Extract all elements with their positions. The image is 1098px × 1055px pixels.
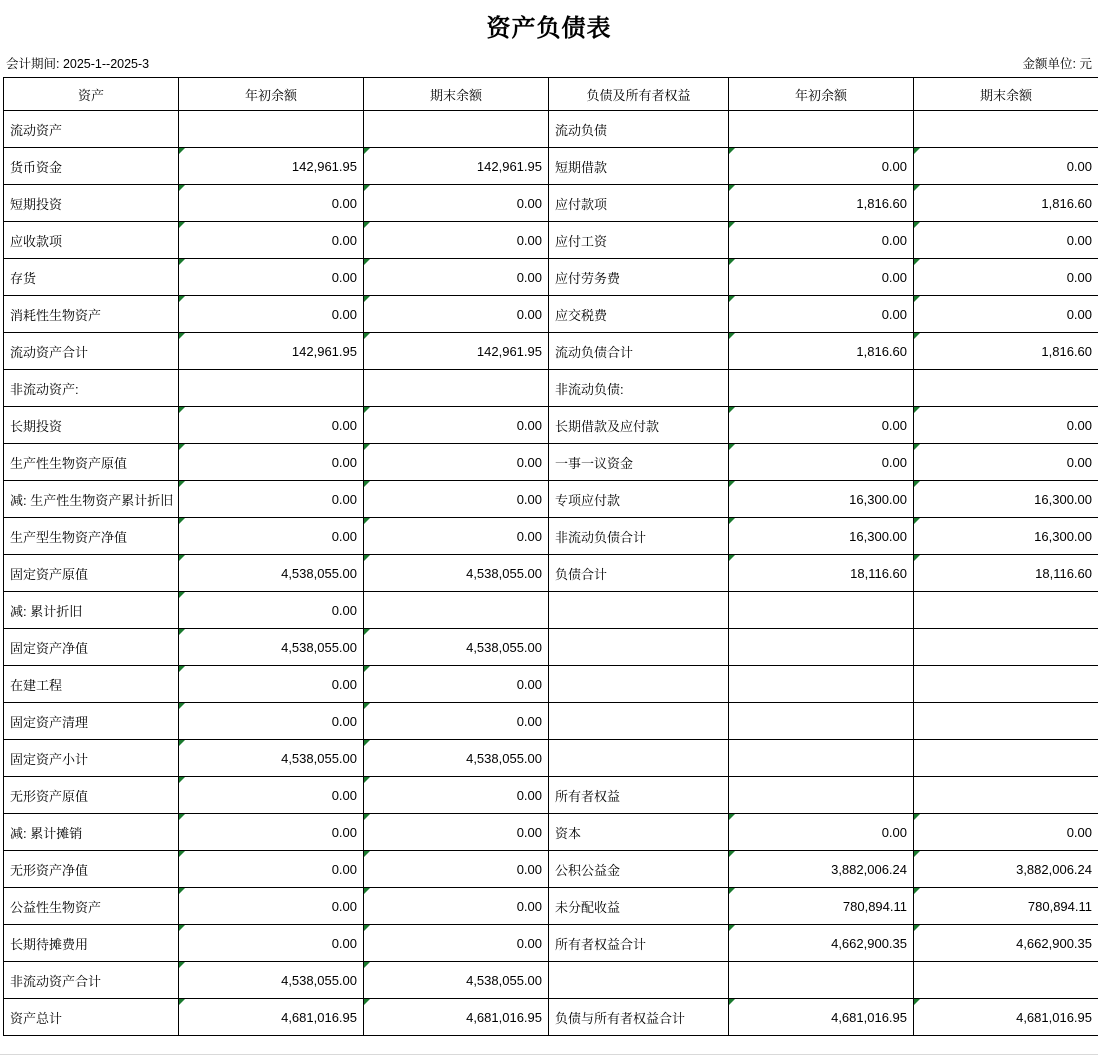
cell-asset-label: 固定资产净值 bbox=[4, 629, 179, 666]
table-header-row bbox=[4, 78, 1098, 111]
table-row bbox=[4, 185, 1098, 222]
cell-asset-begin: 4,538,055.00 bbox=[179, 555, 364, 592]
cell-asset-label: 长期投资 bbox=[4, 407, 179, 444]
table-body bbox=[4, 111, 1098, 1036]
cell-asset-begin: 0.00 bbox=[179, 444, 364, 481]
cell-asset-begin: 142,961.95 bbox=[179, 148, 364, 185]
cell-asset-begin: 0.00 bbox=[179, 925, 364, 962]
cell-asset-end: 0.00 bbox=[364, 888, 549, 925]
header-assets-begin: 年初余额 bbox=[179, 78, 364, 111]
cell-asset-end: 142,961.95 bbox=[364, 333, 549, 370]
cell-liability-begin: 0.00 bbox=[729, 407, 914, 444]
cell-liability-label bbox=[549, 703, 729, 740]
cell-asset-label: 存货 bbox=[4, 259, 179, 296]
table-row bbox=[4, 333, 1098, 370]
cell-asset-label: 货币资金 bbox=[4, 148, 179, 185]
cell-liability-end bbox=[914, 703, 1098, 740]
cell-liability-begin: 0.00 bbox=[729, 296, 914, 333]
cell-asset-begin: 0.00 bbox=[179, 518, 364, 555]
cell-asset-begin: 0.00 bbox=[179, 777, 364, 814]
cell-liability-label: 应付款项 bbox=[549, 185, 729, 222]
cell-asset-end bbox=[364, 111, 549, 148]
cell-asset-begin: 0.00 bbox=[179, 185, 364, 222]
cell-asset-label: 流动资产合计 bbox=[4, 333, 179, 370]
cell-asset-begin bbox=[179, 370, 364, 407]
cell-asset-label: 生产性生物资产原值 bbox=[4, 444, 179, 481]
cell-asset-end: 0.00 bbox=[364, 666, 549, 703]
page-title: 资产负债表 bbox=[0, 0, 1098, 53]
cell-liability-label: 流动负债合计 bbox=[549, 333, 729, 370]
cell-liability-end: 16,300.00 bbox=[914, 518, 1098, 555]
cell-asset-end: 4,681,016.95 bbox=[364, 999, 549, 1036]
cell-asset-label: 减: 累计摊销 bbox=[4, 814, 179, 851]
cell-liability-begin: 0.00 bbox=[729, 444, 914, 481]
header-liabilities-equity: 负债及所有者权益 bbox=[549, 78, 729, 111]
table-row bbox=[4, 296, 1098, 333]
cell-liability-label bbox=[549, 592, 729, 629]
cell-asset-end: 0.00 bbox=[364, 222, 549, 259]
cell-asset-end: 0.00 bbox=[364, 444, 549, 481]
cell-asset-end: 4,538,055.00 bbox=[364, 555, 549, 592]
cell-asset-begin: 0.00 bbox=[179, 592, 364, 629]
cell-liability-end: 1,816.60 bbox=[914, 185, 1098, 222]
accounting-period-label: 会计期间: 2025-1--2025-3 bbox=[6, 54, 149, 72]
cell-asset-end: 0.00 bbox=[364, 925, 549, 962]
table-row bbox=[4, 222, 1098, 259]
balance-sheet-table bbox=[3, 77, 1098, 1036]
cell-liability-label: 流动负债 bbox=[549, 111, 729, 148]
cell-asset-label: 无形资产净值 bbox=[4, 851, 179, 888]
cell-asset-label: 固定资产小计 bbox=[4, 740, 179, 777]
cell-liability-label: 负债合计 bbox=[549, 555, 729, 592]
cell-asset-label: 应收款项 bbox=[4, 222, 179, 259]
cell-asset-end bbox=[364, 592, 549, 629]
amount-unit-label: 金额单位: 元 bbox=[1023, 54, 1092, 72]
table-row bbox=[4, 555, 1098, 592]
cell-liability-end: 0.00 bbox=[914, 222, 1098, 259]
table-row bbox=[4, 518, 1098, 555]
meta-row bbox=[0, 53, 1098, 77]
table-row bbox=[4, 703, 1098, 740]
cell-asset-label: 固定资产清理 bbox=[4, 703, 179, 740]
cell-liability-begin bbox=[729, 592, 914, 629]
table-row bbox=[4, 814, 1098, 851]
table-row bbox=[4, 999, 1098, 1036]
cell-asset-label: 固定资产原值 bbox=[4, 555, 179, 592]
cell-asset-label: 流动资产 bbox=[4, 111, 179, 148]
table-row bbox=[4, 888, 1098, 925]
cell-asset-end: 0.00 bbox=[364, 185, 549, 222]
cell-liability-end bbox=[914, 592, 1098, 629]
cell-liability-begin: 0.00 bbox=[729, 148, 914, 185]
cell-liability-label: 应付劳务费 bbox=[549, 259, 729, 296]
cell-asset-begin: 0.00 bbox=[179, 296, 364, 333]
cell-liability-label: 一事一议资金 bbox=[549, 444, 729, 481]
cell-asset-end: 0.00 bbox=[364, 296, 549, 333]
cell-liability-begin: 0.00 bbox=[729, 814, 914, 851]
cell-liability-begin: 16,300.00 bbox=[729, 481, 914, 518]
cell-liability-label bbox=[549, 740, 729, 777]
table-row bbox=[4, 259, 1098, 296]
cell-liability-end: 3,882,006.24 bbox=[914, 851, 1098, 888]
cell-liability-begin bbox=[729, 629, 914, 666]
table-row bbox=[4, 111, 1098, 148]
cell-liability-label: 短期借款 bbox=[549, 148, 729, 185]
cell-liability-end: 1,816.60 bbox=[914, 333, 1098, 370]
cell-liability-label: 非流动负债合计 bbox=[549, 518, 729, 555]
cell-liability-begin: 780,894.11 bbox=[729, 888, 914, 925]
cell-liability-end bbox=[914, 777, 1098, 814]
cell-asset-end bbox=[364, 370, 549, 407]
cell-liability-label bbox=[549, 962, 729, 999]
header-liabilities-begin: 年初余额 bbox=[729, 78, 914, 111]
cell-liability-end bbox=[914, 111, 1098, 148]
cell-liability-label bbox=[549, 666, 729, 703]
cell-liability-label: 所有者权益 bbox=[549, 777, 729, 814]
cell-liability-end: 0.00 bbox=[914, 259, 1098, 296]
cell-liability-begin bbox=[729, 777, 914, 814]
cell-asset-begin: 0.00 bbox=[179, 666, 364, 703]
cell-asset-end: 142,961.95 bbox=[364, 148, 549, 185]
cell-asset-label: 生产型生物资产净值 bbox=[4, 518, 179, 555]
cell-asset-end: 0.00 bbox=[364, 407, 549, 444]
cell-asset-end: 0.00 bbox=[364, 481, 549, 518]
cell-liability-begin: 0.00 bbox=[729, 259, 914, 296]
cell-liability-label bbox=[549, 629, 729, 666]
cell-asset-begin: 4,681,016.95 bbox=[179, 999, 364, 1036]
cell-liability-label: 长期借款及应付款 bbox=[549, 407, 729, 444]
cell-liability-end bbox=[914, 629, 1098, 666]
table-row bbox=[4, 148, 1098, 185]
cell-liability-begin bbox=[729, 111, 914, 148]
cell-asset-end: 0.00 bbox=[364, 259, 549, 296]
cell-asset-label: 减: 累计折旧 bbox=[4, 592, 179, 629]
cell-asset-begin: 0.00 bbox=[179, 814, 364, 851]
cell-asset-begin: 0.00 bbox=[179, 222, 364, 259]
cell-liability-end: 0.00 bbox=[914, 407, 1098, 444]
cell-liability-label: 公积公益金 bbox=[549, 851, 729, 888]
cell-asset-end: 0.00 bbox=[364, 814, 549, 851]
cell-liability-begin bbox=[729, 740, 914, 777]
cell-asset-label: 在建工程 bbox=[4, 666, 179, 703]
cell-asset-begin: 4,538,055.00 bbox=[179, 962, 364, 999]
cell-asset-begin: 142,961.95 bbox=[179, 333, 364, 370]
cell-asset-begin: 0.00 bbox=[179, 888, 364, 925]
cell-liability-label: 所有者权益合计 bbox=[549, 925, 729, 962]
table-row bbox=[4, 962, 1098, 999]
table-row bbox=[4, 481, 1098, 518]
table-row bbox=[4, 740, 1098, 777]
table-row bbox=[4, 925, 1098, 962]
cell-asset-label: 无形资产原值 bbox=[4, 777, 179, 814]
cell-asset-label: 资产总计 bbox=[4, 999, 179, 1036]
cell-liability-end: 18,116.60 bbox=[914, 555, 1098, 592]
cell-liability-begin: 18,116.60 bbox=[729, 555, 914, 592]
cell-liability-begin: 3,882,006.24 bbox=[729, 851, 914, 888]
cell-liability-end: 0.00 bbox=[914, 148, 1098, 185]
table-row bbox=[4, 407, 1098, 444]
cell-liability-begin bbox=[729, 962, 914, 999]
cell-asset-label: 非流动资产合计 bbox=[4, 962, 179, 999]
cell-liability-label: 资本 bbox=[549, 814, 729, 851]
bottom-strip bbox=[0, 1036, 1098, 1055]
cell-asset-label: 短期投资 bbox=[4, 185, 179, 222]
cell-liability-label: 应付工资 bbox=[549, 222, 729, 259]
cell-liability-begin: 1,816.60 bbox=[729, 333, 914, 370]
cell-asset-end: 0.00 bbox=[364, 777, 549, 814]
cell-asset-label: 非流动资产: bbox=[4, 370, 179, 407]
cell-liability-end: 0.00 bbox=[914, 444, 1098, 481]
table-row bbox=[4, 444, 1098, 481]
cell-liability-label: 专项应付款 bbox=[549, 481, 729, 518]
cell-asset-begin: 0.00 bbox=[179, 703, 364, 740]
cell-liability-end bbox=[914, 666, 1098, 703]
cell-asset-label: 减: 生产性生物资产累计折旧 bbox=[4, 481, 179, 518]
cell-liability-end: 4,662,900.35 bbox=[914, 925, 1098, 962]
cell-liability-label: 非流动负债: bbox=[549, 370, 729, 407]
cell-liability-end bbox=[914, 962, 1098, 999]
cell-liability-begin bbox=[729, 666, 914, 703]
cell-asset-label: 长期待摊费用 bbox=[4, 925, 179, 962]
cell-liability-end bbox=[914, 740, 1098, 777]
cell-liability-label: 未分配收益 bbox=[549, 888, 729, 925]
cell-liability-begin: 4,662,900.35 bbox=[729, 925, 914, 962]
cell-asset-begin: 4,538,055.00 bbox=[179, 740, 364, 777]
cell-asset-begin: 0.00 bbox=[179, 851, 364, 888]
cell-asset-end: 0.00 bbox=[364, 851, 549, 888]
cell-liability-begin: 0.00 bbox=[729, 222, 914, 259]
cell-asset-label: 消耗性生物资产 bbox=[4, 296, 179, 333]
cell-liability-end: 16,300.00 bbox=[914, 481, 1098, 518]
cell-liability-end: 780,894.11 bbox=[914, 888, 1098, 925]
table-row bbox=[4, 777, 1098, 814]
cell-asset-end: 0.00 bbox=[364, 518, 549, 555]
cell-asset-end: 4,538,055.00 bbox=[364, 962, 549, 999]
table-row bbox=[4, 666, 1098, 703]
cell-asset-begin: 0.00 bbox=[179, 481, 364, 518]
cell-asset-end: 0.00 bbox=[364, 703, 549, 740]
table-row bbox=[4, 592, 1098, 629]
table-row bbox=[4, 851, 1098, 888]
cell-liability-begin bbox=[729, 370, 914, 407]
table-row bbox=[4, 629, 1098, 666]
cell-liability-begin: 16,300.00 bbox=[729, 518, 914, 555]
header-assets: 资产 bbox=[4, 78, 179, 111]
cell-liability-begin: 1,816.60 bbox=[729, 185, 914, 222]
cell-asset-label: 公益性生物资产 bbox=[4, 888, 179, 925]
cell-asset-begin bbox=[179, 111, 364, 148]
header-assets-end: 期末余额 bbox=[364, 78, 549, 111]
cell-asset-end: 4,538,055.00 bbox=[364, 740, 549, 777]
cell-liability-end: 0.00 bbox=[914, 814, 1098, 851]
cell-liability-end: 0.00 bbox=[914, 296, 1098, 333]
header-liabilities-end: 期末余额 bbox=[914, 78, 1098, 111]
cell-asset-begin: 4,538,055.00 bbox=[179, 629, 364, 666]
cell-liability-label: 应交税费 bbox=[549, 296, 729, 333]
cell-liability-end: 4,681,016.95 bbox=[914, 999, 1098, 1036]
cell-asset-end: 4,538,055.00 bbox=[364, 629, 549, 666]
cell-liability-end bbox=[914, 370, 1098, 407]
cell-asset-begin: 0.00 bbox=[179, 407, 364, 444]
cell-liability-begin bbox=[729, 703, 914, 740]
cell-asset-begin: 0.00 bbox=[179, 259, 364, 296]
cell-liability-label: 负债与所有者权益合计 bbox=[549, 999, 729, 1036]
cell-liability-begin: 4,681,016.95 bbox=[729, 999, 914, 1036]
table-row bbox=[4, 370, 1098, 407]
